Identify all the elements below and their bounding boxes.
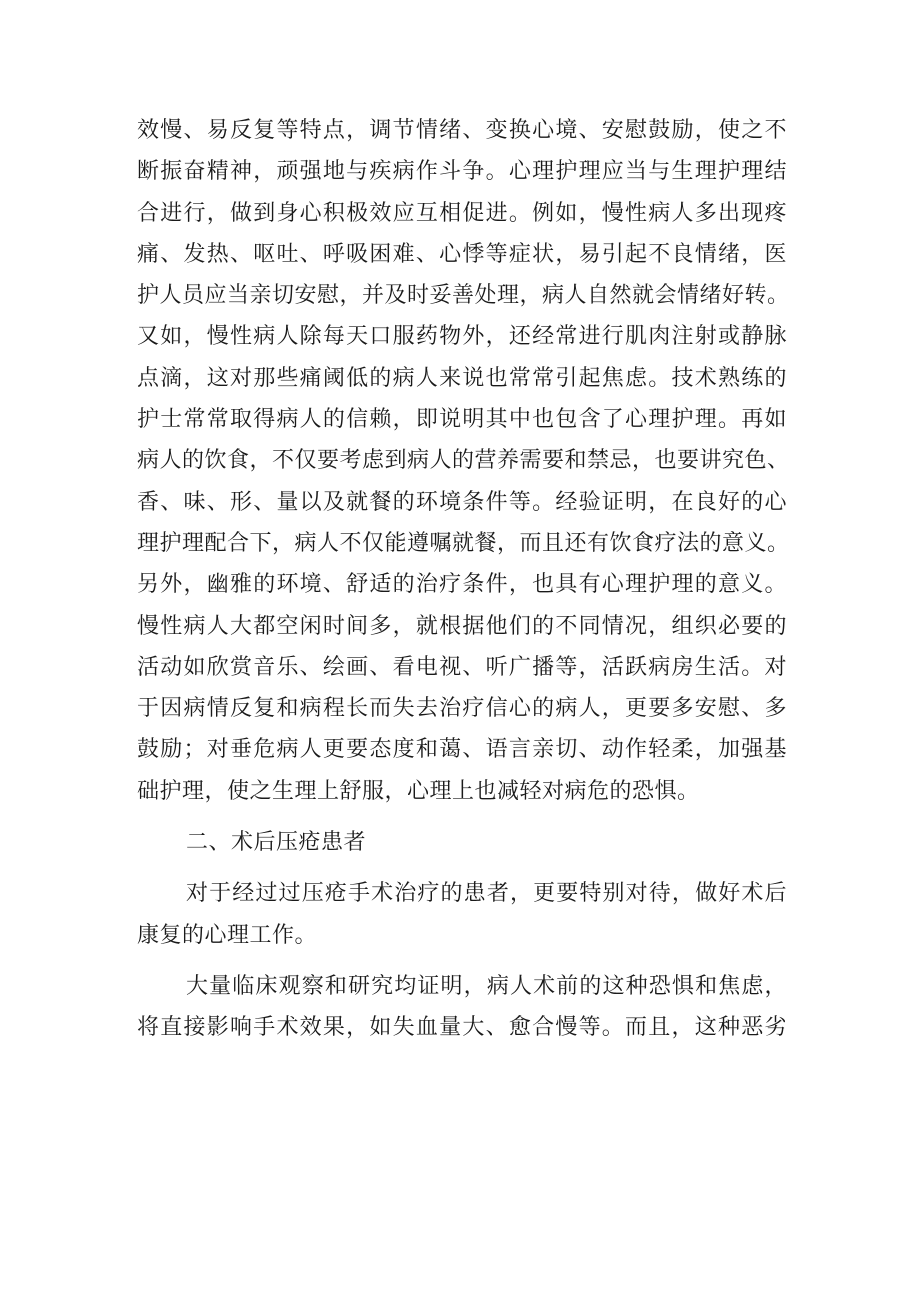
paragraph-1-line: 理护理配合下，病人不仅能遵嘱就餐，而且还有饮食疗法的意义。 xyxy=(137,530,790,556)
paragraph-1-line: 又如，慢性病人除每天口服药物外，还经常进行肌肉注射或静脉 xyxy=(137,324,787,350)
section-heading: 二、术后压疮患者 xyxy=(186,830,367,856)
paragraph-1-line: 合进行，做到身心积极效应互相促进。例如，慢性病人多出现疼 xyxy=(137,200,787,226)
paragraph-1-line: 慢性病人大都空闲时间多，就根据他们的不同情况，组织必要的 xyxy=(137,613,787,639)
paragraph-3-line: 将直接影响手术效果，如失血量大、愈合慢等。而且，这种恶劣 xyxy=(137,1015,787,1041)
paragraph-1-line: 断振奋精神，顽强地与疾病作斗争。心理护理应当与生理护理结 xyxy=(137,159,787,185)
paragraph-1-line: 病人的饮食，不仅要考虑到病人的营养需要和禁忌，也要讲究色、 xyxy=(137,448,790,474)
paragraph-1-line: 痛、发热、呕吐、呼吸困难、心悸等症状，易引起不良情绪，医 xyxy=(137,241,787,267)
paragraph-1-line: 活动如欣赏音乐、绘画、看电视、听广播等，活跃病房生活。对 xyxy=(137,654,787,680)
paragraph-1-line: 护士常常取得病人的信赖，即说明其中也包含了心理护理。再如 xyxy=(137,407,787,433)
paragraph-1-line: 础护理，使之生理上舒服，心理上也减轻对病危的恐惧。 xyxy=(137,778,700,804)
paragraph-2-line: 对于经过过压疮手术治疗的患者，更要特别对待，做好术后 xyxy=(186,881,787,907)
spacer xyxy=(137,863,787,873)
paragraph-1-line: 护人员应当亲切安慰，并及时妥善处理，病人自然就会情绪好转。 xyxy=(137,283,790,309)
paragraph-2-line: 康复的心理工作。 xyxy=(137,922,318,948)
paragraph-1-line: 香、味、形、量以及就餐的环境条件等。经验证明，在良好的心 xyxy=(137,489,787,515)
spacer xyxy=(137,956,787,966)
paragraph-1-line: 效慢、易反复等特点，调节情绪、变换心境、安慰鼓励，使之不 xyxy=(137,118,787,143)
paragraph-3-line: 大量临床观察和研究均证明，病人术前的这种恐惧和焦虑， xyxy=(186,973,787,999)
paragraph-1-line: 鼓励；对垂危病人更要态度和蔼、语言亲切、动作轻柔，加强基 xyxy=(137,737,787,763)
paragraph-1-line: 另外，幽雅的环境、舒适的治疗条件，也具有心理护理的意义。 xyxy=(137,572,787,598)
body-text xyxy=(137,110,790,1049)
spacer xyxy=(137,812,787,822)
paragraph-1-line: 点滴，这对那些痛阈低的病人来说也常常引起焦虑。技术熟练的 xyxy=(137,365,787,391)
paragraph-1-line: 于因病情反复和病程长而失去治疗信心的病人，更要多安慰、多 xyxy=(137,696,787,722)
